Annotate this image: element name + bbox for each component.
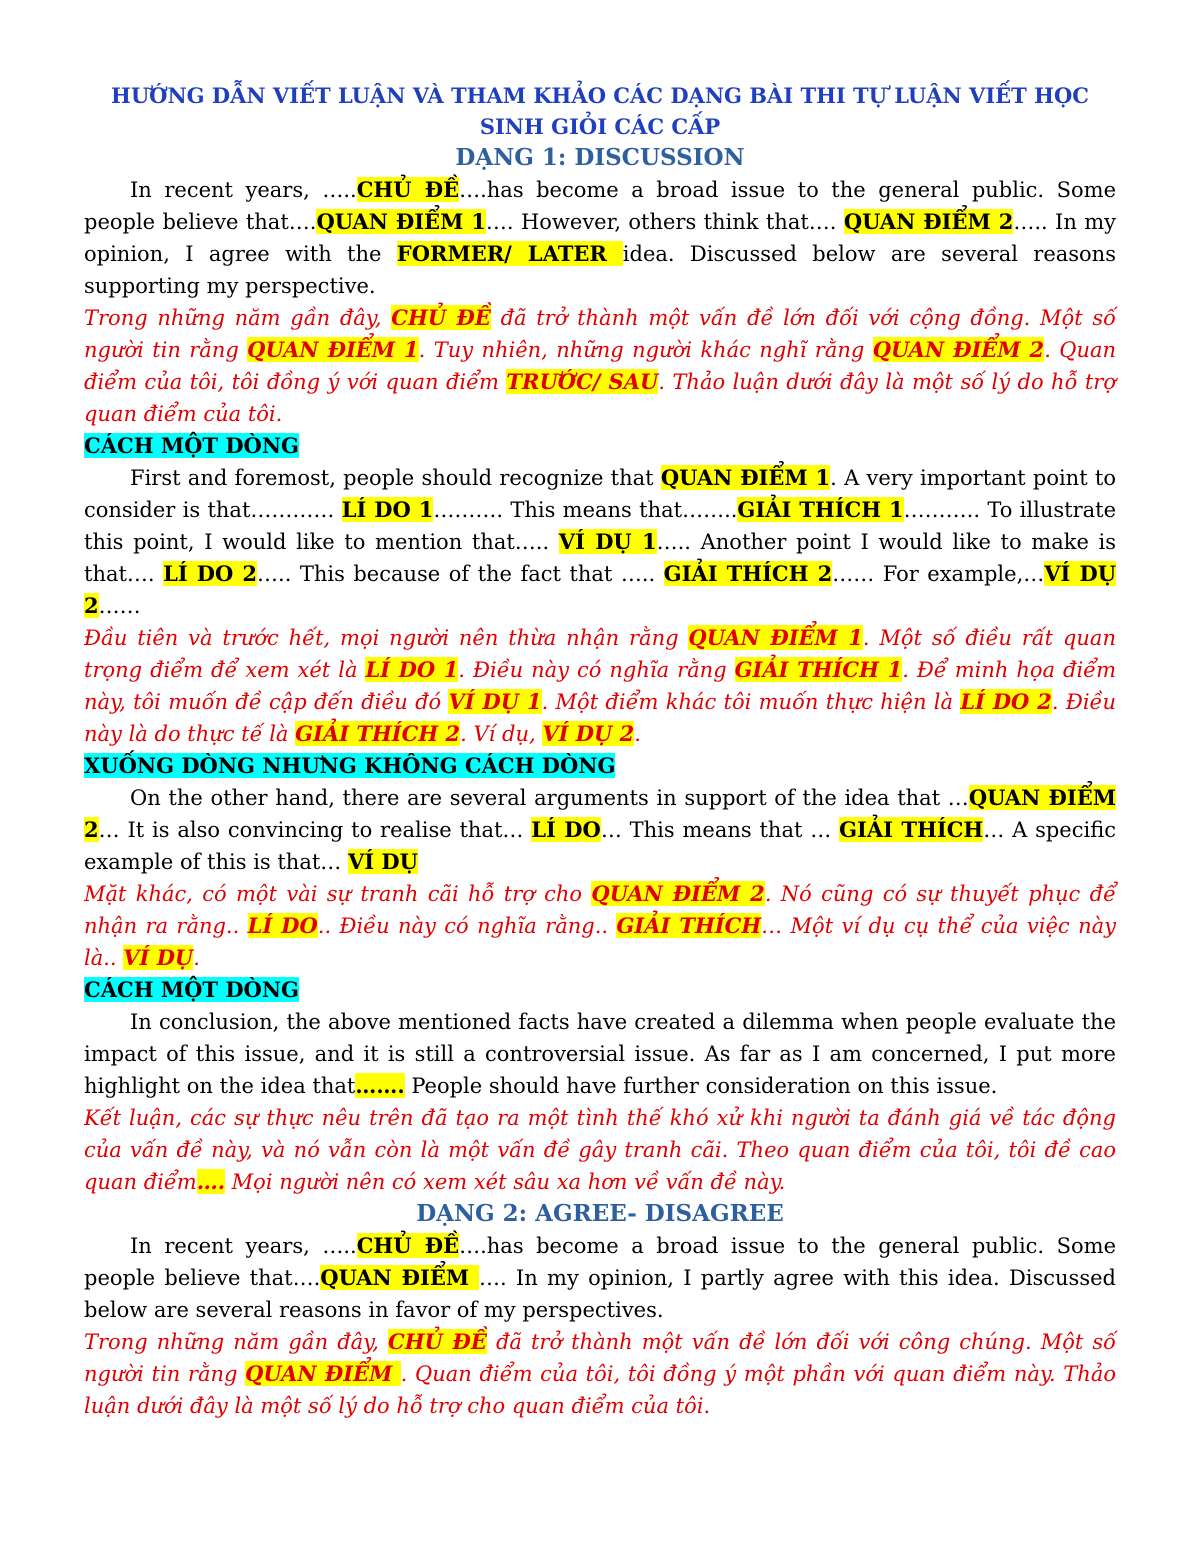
layout-instruction-heading: CÁCH MỘT DÒNG — [84, 977, 299, 1002]
placeholder-highlight: GIẢI THÍCH 1 — [734, 657, 903, 682]
english-paragraph: In conclusion, the above mentioned facts have created a dilemma when people evaluate the impact of this issue, and it is still a controversial issue. As far as I am concerned, I put more highlight on the idea that……. People should have further consideration on this issue. — [84, 1010, 1116, 1098]
placeholder-highlight: CHỦ ĐỀ — [356, 1233, 460, 1258]
section-title: DẠNG 2: AGREE- DISAGREE — [416, 1200, 784, 1227]
vietnamese-paragraph: Trong những năm gần đây, CHỦ ĐỀ đã trở thành một vấn đề lớn đối với công chúng. Một số người tin rằng QUAN ĐIỂM . Quan điểm của tôi, tôi đồng ý một phần với quan điểm này. Thảo luận dưới đây là một số lý do hỗ trợ cho quan điểm của tôi. — [84, 1329, 1116, 1418]
placeholder-highlight: ……. — [355, 1073, 405, 1098]
placeholder-highlight: VÍ DỤ 2 — [542, 721, 635, 746]
placeholder-highlight: CHỦ ĐỀ — [356, 177, 460, 202]
placeholder-highlight: QUAN ĐIỂM — [245, 1361, 401, 1386]
placeholder-highlight: QUAN ĐIỂM 1 — [688, 625, 863, 650]
placeholder-highlight: VÍ DỤ — [347, 849, 418, 874]
english-paragraph: In recent years, …..CHỦ ĐỀ….has become a broad issue to the general public. Some people believe that….QUAN ĐIỂM …. In my opinion, I partly agree with this idea. Discussed below are several reasons in favor of my perspectives. — [84, 1233, 1117, 1322]
vietnamese-paragraph: Mặt khác, có một vài sự tranh cãi hỗ trợ cho QUAN ĐIỂM 2. Nó cũng có sự thuyết phục để nhận ra rằng.. LÍ DO.. Điều này có nghĩa rằng.. GIẢI THÍCH… Một ví dụ cụ thể của việc này là.. VÍ DỤ. — [84, 881, 1116, 970]
placeholder-highlight: QUAN ĐIỂM 1 — [247, 337, 419, 362]
placeholder-highlight: CHỦ ĐỀ — [391, 305, 491, 330]
placeholder-highlight: VÍ DỤ 2 — [84, 561, 1117, 618]
placeholder-highlight: TRƯỚC/ SAU — [506, 369, 659, 394]
placeholder-highlight: VÍ DỤ — [123, 945, 194, 970]
vietnamese-paragraph: Kết luận, các sự thực nêu trên đã tạo ra một tình thế khó xử khi người ta đánh giá về tác động của vấn đề này, và nó vẫn còn là một vấn đề gây tranh cãi. Theo quan điểm của tôi, tôi đề cao quan điểm…. Mọi người nên có xem xét sâu xa hơn về vấn đề này. — [84, 1106, 1116, 1194]
placeholder-highlight: GIẢI THÍCH 2 — [295, 721, 461, 746]
placeholder-highlight: QUAN ĐIỂM 2 — [872, 337, 1045, 362]
vietnamese-paragraph: Đầu tiên và trước hết, mọi người nên thừa nhận rằng QUAN ĐIỂM 1. Một số điều rất quan trọng điểm để xem xét là LÍ DO 1. Điều này có nghĩa rằng GIẢI THÍCH 1. Để minh họa điểm này, tôi muốn đề cập đến điều đó VÍ DỤ 1. Một điểm khác tôi muốn thực hiện là LÍ DO 2. Điều này là do thực tế là GIẢI THÍCH 2. Ví dụ, VÍ DỤ 2. — [84, 625, 1117, 746]
document-body — [84, 142, 1116, 1422]
placeholder-highlight: …. — [196, 1169, 225, 1194]
placeholder-highlight: VÍ DỤ 1 — [448, 689, 542, 714]
placeholder-highlight: GIẢI THÍCH — [616, 913, 762, 938]
placeholder-highlight: VÍ DỤ 1 — [558, 529, 657, 554]
placeholder-highlight: GIẢI THÍCH 2 — [663, 561, 833, 586]
placeholder-highlight: FORMER/ LATER — [396, 241, 623, 266]
layout-instruction-heading: CÁCH MỘT DÒNG — [84, 433, 299, 458]
placeholder-highlight: CHỦ ĐỀ — [387, 1329, 487, 1354]
placeholder-highlight: LÍ DO 2 — [960, 689, 1052, 714]
placeholder-highlight: QUAN ĐIỂM 1 — [660, 465, 831, 490]
section-title: DẠNG 1: DISCUSSION — [455, 144, 745, 171]
placeholder-highlight: QUAN ĐIỂM 2 — [84, 785, 1116, 842]
english-paragraph: On the other hand, there are several arguments in support of the idea that …QUAN ĐIỂM 2… It is also convincing to realise that… LÍ DO… This means that … GIẢI THÍCH… A specific example of this is that… VÍ DỤ — [84, 785, 1116, 874]
vietnamese-paragraph: Trong những năm gần đây, CHỦ ĐỀ đã trở thành một vấn đề lớn đối với cộng đồng. Một số người tin rằng QUAN ĐIỂM 1. Tuy nhiên, những người khác nghĩ rằng QUAN ĐIỂM 2. Quan điểm của tôi, tôi đồng ý với quan điểm TRƯỚC/ SAU. Thảo luận dưới đây là một số lý do hỗ trợ quan điểm của tôi. — [84, 305, 1117, 426]
placeholder-highlight: LÍ DO 1 — [365, 657, 459, 682]
placeholder-highlight: QUAN ĐIỂM 2 — [843, 209, 1014, 234]
english-paragraph: First and foremost, people should recognize that QUAN ĐIỂM 1. A very important point to consider is that………… LÍ DO 1………. This means that……..GIẢI THÍCH 1……….. To illustrate this point, I would like to mention that….. VÍ DỤ 1….. Another point I would like to make is that…. LÍ DO 2….. This because of the fact that ….. GIẢI THÍCH 2…… For example,…VÍ DỤ 2…… — [84, 465, 1117, 618]
placeholder-highlight: LÍ DO 1 — [341, 497, 434, 522]
layout-instruction-heading: XUỐNG DÒNG NHƯNG KHÔNG CÁCH DÒNG — [84, 753, 616, 778]
placeholder-highlight: QUAN ĐIỂM 2 — [591, 881, 765, 906]
placeholder-highlight: LÍ DO — [247, 913, 318, 938]
english-paragraph: In recent years, …..CHỦ ĐỀ….has become a broad issue to the general public. Some people believe that….QUAN ĐIỂM 1…. However, others think that…. QUAN ĐIỂM 2….. In my opinion, I agree with the FORMER/ LATER idea. Discussed below are several reasons supporting my perspective. — [84, 177, 1117, 298]
placeholder-highlight: QUAN ĐIỂM 1 — [316, 209, 486, 234]
placeholder-highlight: LÍ DO — [531, 817, 601, 842]
document-title: HƯỚNG DẪN VIẾT LUẬN VÀ THAM KHẢO CÁC DẠNG BÀI THI TỰ LUẬN VIẾT HỌC SINH GIỎI CÁC CẤP — [111, 83, 1089, 139]
placeholder-highlight: GIẢI THÍCH — [839, 817, 984, 842]
placeholder-highlight: LÍ DO 2 — [163, 561, 258, 586]
placeholder-highlight: GIẢI THÍCH 1 — [737, 497, 904, 522]
placeholder-highlight: QUAN ĐIỂM — [320, 1265, 479, 1290]
